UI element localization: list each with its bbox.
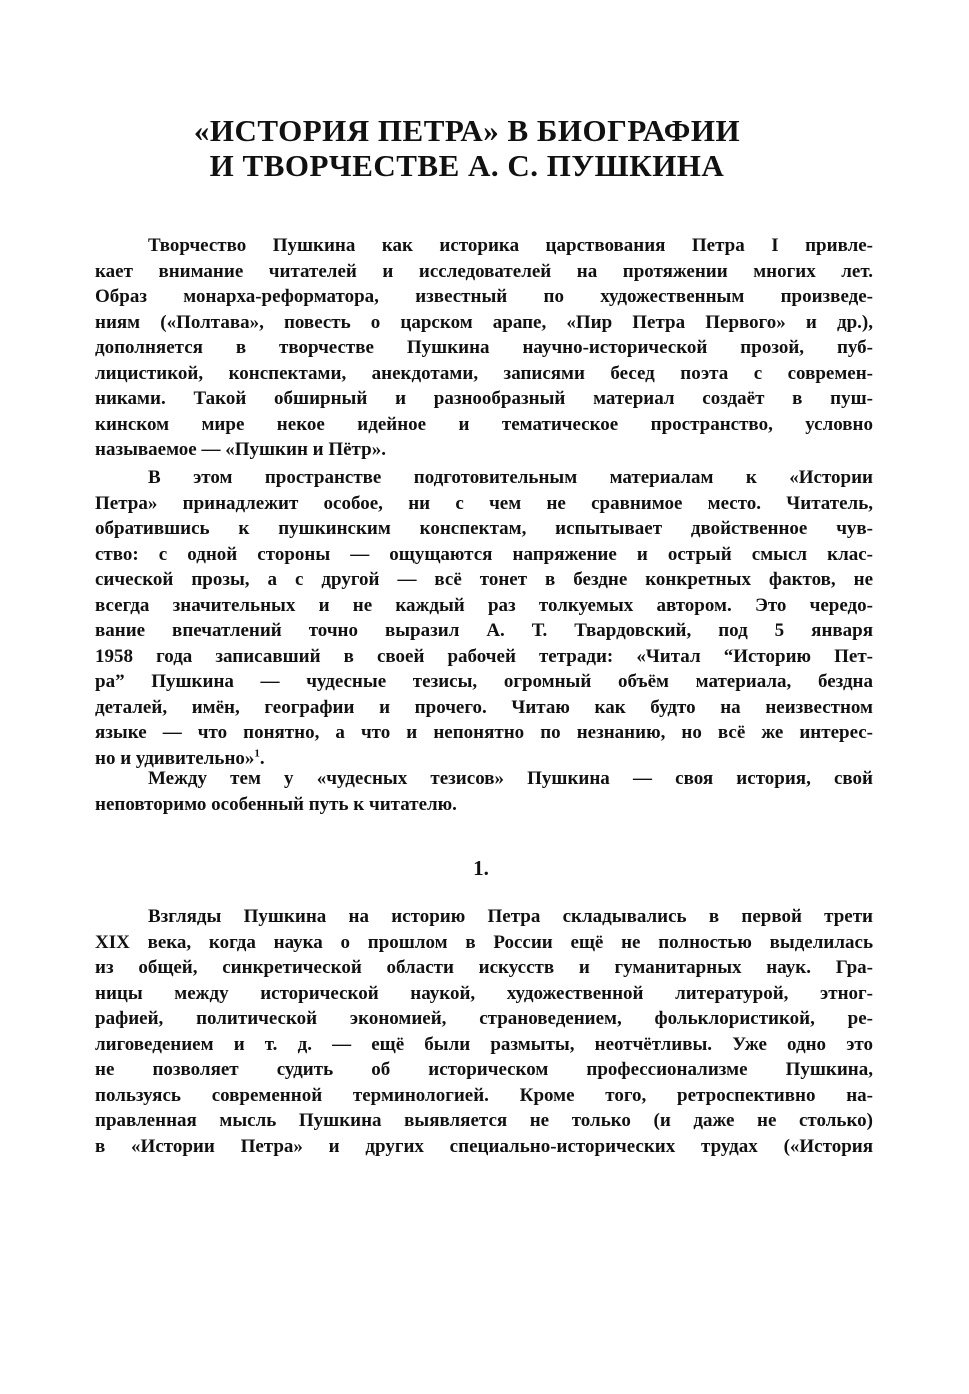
line-text: кает внимание читателей и исследователей на протяжении многих лет.	[95, 260, 873, 282]
line-text: В этом пространстве подготовительным материалам к «Истории	[148, 467, 873, 488]
section-number: 1.	[473, 856, 489, 880]
text-line	[95, 955, 873, 981]
line-text: не позволяет судить об историческом профессионализме Пушкина,	[95, 1059, 873, 1080]
text-line	[95, 695, 873, 721]
line-text: неповторимо особенный путь к читателю.	[95, 793, 457, 815]
line-text: никами. Такой обширный и разнообразный материал создаёт в пуш-	[95, 388, 873, 409]
text-line	[95, 310, 873, 336]
text-line	[95, 1057, 873, 1083]
line-text: Взгляды Пушкина на историю Петра складывались в первой трети	[148, 906, 873, 927]
text-line	[95, 792, 873, 818]
line-text: языке — что понятно, а что и непонятно по незнанию, но всё же интерес-	[95, 722, 873, 743]
text-line	[95, 259, 873, 285]
text-line	[95, 720, 873, 746]
text-line	[95, 335, 873, 361]
text-line	[95, 412, 873, 438]
line-text: XIX века, когда наука о прошлом в России ещё не полностью выделилась	[95, 931, 873, 953]
text-line	[95, 465, 873, 491]
line-text: лиговедением и т. д. — ещё были размыты, неотчётливы. Уже одно это	[95, 1033, 873, 1055]
line-text: деталей, имён, географии и прочего. Читаю как будто на неизвестном	[95, 696, 873, 718]
paragraph-1	[95, 233, 873, 463]
sentence-end: .	[259, 747, 265, 769]
line-text: из общей, синкретической области искусств и гуманитарных наук. Гра-	[95, 957, 873, 978]
text-line	[95, 233, 873, 259]
line-text: называемое — «Пушкин и Пётр».	[95, 439, 386, 460]
line-text: ра” Пушкина — чудесные тезисы, огромный объём материала, бездна	[95, 671, 873, 692]
text-line	[95, 766, 873, 792]
line-text: Образ монарха-реформатора, известный по художественным произведе-	[95, 286, 873, 307]
line-text: ницы между исторической наукой, художественной литературой, этног-	[95, 982, 873, 1004]
text-line	[95, 516, 873, 542]
text-line	[95, 981, 873, 1007]
line-text: Петра» принадлежит особое, ни с чем не сравнимое место. Читатель,	[95, 492, 873, 514]
text-line	[95, 1083, 873, 1109]
text-line	[95, 618, 873, 644]
line-text: но и удивительно»	[95, 747, 255, 769]
text-line	[95, 386, 873, 412]
text-line	[95, 1134, 873, 1160]
text-line	[95, 491, 873, 517]
text-line	[95, 644, 873, 670]
paragraph-2	[95, 465, 873, 771]
line-text: кинском мире некое идейное и тематическое пространство, условно	[95, 413, 873, 435]
paragraph-4	[95, 904, 873, 1159]
line-text: обратившись к пушкинским конспектам, испытывает двойственное чув-	[95, 518, 873, 539]
footnote-reference[interactable]: 1	[254, 747, 260, 760]
text-line	[95, 669, 873, 695]
text-line	[95, 567, 873, 593]
line-text: в «Истории Петра» и других специально-исторических трудах («История	[95, 1135, 873, 1157]
paragraph-3	[95, 766, 873, 817]
text-line	[95, 284, 873, 310]
line-text: дополняется в творчестве Пушкина научно-исторической прозой, пуб-	[95, 337, 873, 358]
text-line	[95, 361, 873, 387]
text-line	[95, 1108, 873, 1134]
page-title-line-1: «ИСТОРИЯ ПЕТРА» В БИОГРАФИИ	[193, 113, 741, 148]
line-text: сической прозы, а с другой — всё тонет в бездне конкретных фактов, не	[95, 569, 873, 590]
line-text: ниям («Полтава», повесть о царском арапе, «Пир Петра Первого» и др.),	[95, 311, 873, 333]
text-line	[95, 593, 873, 619]
text-line	[95, 1006, 873, 1032]
line-text: правленная мысль Пушкина выявляется не только (и даже не столько)	[95, 1110, 873, 1131]
line-text: вание впечатлений точно выразил А. Т. Твардовский, под 5 января	[95, 620, 873, 641]
line-text: Между тем у «чудесных тезисов» Пушкина — своя история, свой	[148, 768, 873, 789]
line-text: всегда значительных и не каждый раз толкуемых автором. Это чередо-	[95, 594, 873, 616]
text-line	[95, 542, 873, 568]
line-text: Творчество Пушкина как историка царствования Петра I привле-	[148, 235, 873, 256]
line-text: 1958 года записавший в своей рабочей тетради: «Читал “Историю Пет-	[95, 645, 873, 667]
line-text: лицистикой, конспектами, анекдотами, записями бесед поэта с современ-	[95, 362, 873, 384]
text-line	[95, 904, 873, 930]
line-text: ство: с одной стороны — ощущаются напряжение и острый смысл клас-	[95, 543, 873, 565]
line-text: пользуясь современной терминологией. Кроме того, ретроспективно на-	[95, 1084, 873, 1106]
text-line	[95, 930, 873, 956]
page-title-line-2: И ТВОРЧЕСТВЕ А. С. ПУШКИНА	[209, 148, 725, 183]
text-line	[95, 1032, 873, 1058]
line-text: рафией, политической экономией, страноведением, фольклористикой, ре-	[95, 1008, 873, 1029]
text-line	[95, 437, 873, 463]
